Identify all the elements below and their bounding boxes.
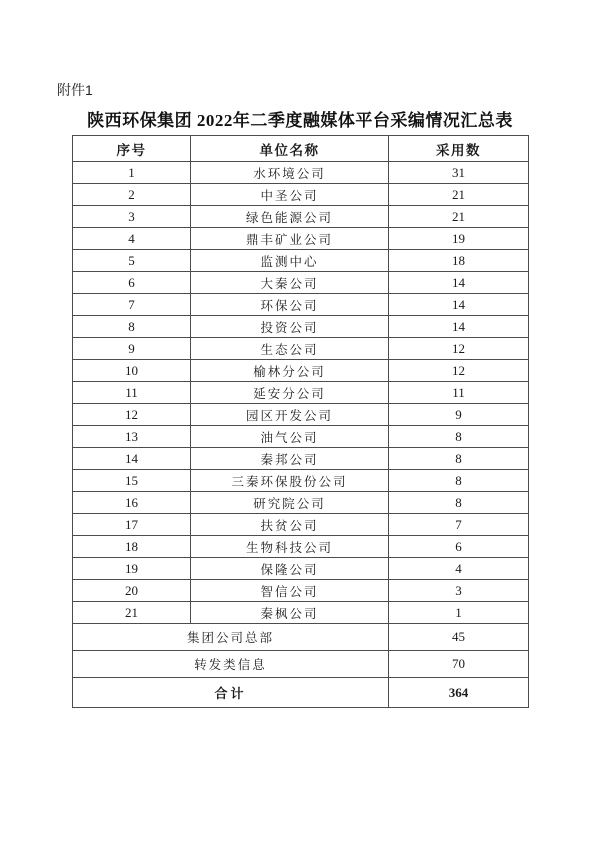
table-row [73,404,529,426]
unit-name-cell: 鼎丰矿业公司 [191,228,389,250]
summary-row-forwarded-info [73,651,529,678]
adopted-count-cell: 14 [389,272,529,294]
adopted-count-cell: 8 [389,492,529,514]
table-row [73,492,529,514]
unit-name-cell: 中圣公司 [191,184,389,206]
adopted-count-cell: 21 [389,184,529,206]
adopted-count-cell: 3 [389,580,529,602]
unit-name-cell: 水环境公司 [191,162,389,184]
row-index-cell: 21 [73,602,191,624]
table-row [73,536,529,558]
adopted-count-cell: 18 [389,250,529,272]
table-header-row [73,136,529,162]
row-index-cell: 11 [73,382,191,404]
table-row [73,382,529,404]
row-index-cell: 10 [73,360,191,382]
row-index-cell: 14 [73,448,191,470]
summary-count-cell: 45 [389,624,529,651]
unit-name-cell: 秦邦公司 [191,448,389,470]
unit-name-cell: 生物科技公司 [191,536,389,558]
adopted-count-cell: 8 [389,448,529,470]
adopted-count-cell: 8 [389,426,529,448]
attachment-label: 附件1 [57,82,93,98]
adopted-count-cell: 7 [389,514,529,536]
row-index-cell: 2 [73,184,191,206]
row-index-cell: 13 [73,426,191,448]
unit-name-cell: 智信公司 [191,580,389,602]
unit-name-cell: 保隆公司 [191,558,389,580]
row-index-cell: 15 [73,470,191,492]
adopted-count-cell: 11 [389,382,529,404]
unit-name-cell: 延安分公司 [191,382,389,404]
table-row [73,580,529,602]
row-index-cell: 8 [73,316,191,338]
adopted-count-cell: 12 [389,338,529,360]
summary-label-cell: 转发类信息 [73,651,389,678]
col-header-index: 序号 [73,136,191,162]
unit-name-cell: 研究院公司 [191,492,389,514]
row-index-cell: 16 [73,492,191,514]
row-index-cell: 18 [73,536,191,558]
table-row [73,228,529,250]
unit-name-cell: 扶贫公司 [191,514,389,536]
table-row [73,470,529,492]
row-index-cell: 3 [73,206,191,228]
unit-name-cell: 投资公司 [191,316,389,338]
adopted-count-cell: 9 [389,404,529,426]
unit-name-cell: 环保公司 [191,294,389,316]
summary-row-headquarters [73,624,529,651]
table-row [73,184,529,206]
adopted-count-cell: 14 [389,316,529,338]
table-row [73,514,529,536]
table-row [73,448,529,470]
table-row [73,272,529,294]
table-row [73,250,529,272]
total-row [73,678,529,708]
table-row [73,338,529,360]
adopted-count-cell: 19 [389,228,529,250]
unit-name-cell: 生态公司 [191,338,389,360]
unit-name-cell: 绿色能源公司 [191,206,389,228]
adopted-count-cell: 8 [389,470,529,492]
adopted-count-cell: 1 [389,602,529,624]
table-summary-section [73,624,529,708]
row-index-cell: 19 [73,558,191,580]
summary-table [72,135,529,708]
row-index-cell: 4 [73,228,191,250]
unit-name-cell: 三秦环保股份公司 [191,470,389,492]
adopted-count-cell: 31 [389,162,529,184]
page-title: 陕西环保集团 2022年二季度融媒体平台采编情况汇总表 [87,111,513,130]
unit-name-cell: 大秦公司 [191,272,389,294]
summary-count-cell: 70 [389,651,529,678]
table-row [73,206,529,228]
col-header-adopted-count: 采用数 [389,136,529,162]
unit-name-cell: 监测中心 [191,250,389,272]
unit-name-cell: 园区开发公司 [191,404,389,426]
table-row [73,294,529,316]
row-index-cell: 17 [73,514,191,536]
table-body [73,162,529,624]
table-row [73,558,529,580]
row-index-cell: 1 [73,162,191,184]
col-header-unit-name: 单位名称 [191,136,389,162]
row-index-cell: 12 [73,404,191,426]
row-index-cell: 6 [73,272,191,294]
adopted-count-cell: 4 [389,558,529,580]
table-row [73,602,529,624]
table-row [73,426,529,448]
adopted-count-cell: 12 [389,360,529,382]
adopted-count-cell: 6 [389,536,529,558]
unit-name-cell: 榆林分公司 [191,360,389,382]
total-count-cell: 364 [389,678,529,708]
adopted-count-cell: 21 [389,206,529,228]
unit-name-cell: 油气公司 [191,426,389,448]
total-label-cell: 合计 [73,678,389,708]
summary-label-cell: 集团公司总部 [73,624,389,651]
row-index-cell: 9 [73,338,191,360]
row-index-cell: 5 [73,250,191,272]
table-row [73,360,529,382]
table-row [73,316,529,338]
row-index-cell: 7 [73,294,191,316]
table-row [73,162,529,184]
row-index-cell: 20 [73,580,191,602]
unit-name-cell: 秦枫公司 [191,602,389,624]
adopted-count-cell: 14 [389,294,529,316]
